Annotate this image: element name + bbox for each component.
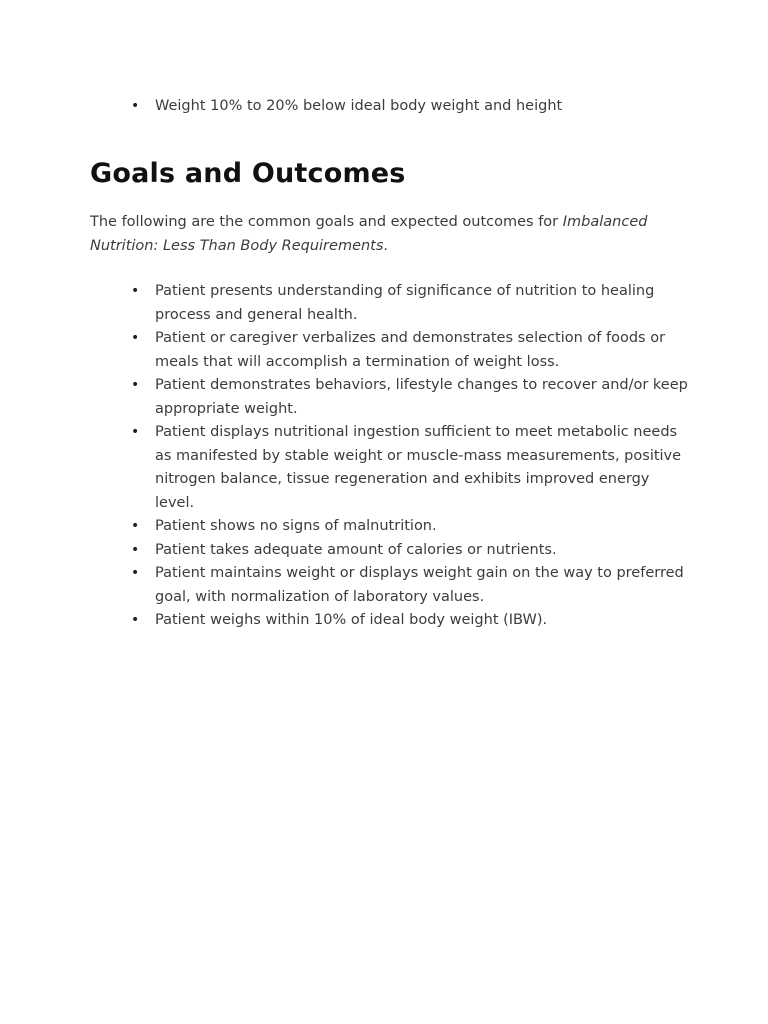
list-item <box>0 609 768 633</box>
list-item <box>0 280 768 327</box>
list-item-text: Patient demonstrates behaviors, lifestyle changes to recover and/or keep appropriate weight. <box>155 377 688 417</box>
goals-list <box>0 280 768 633</box>
list-item <box>0 95 768 119</box>
bullet-icon: • <box>131 565 140 581</box>
top-bullet-list <box>0 95 768 119</box>
intro-end: . <box>383 237 389 254</box>
list-item <box>0 562 768 609</box>
intro-text: The following are the common goals and expected outcomes for <box>90 214 563 230</box>
list-item <box>0 515 768 539</box>
bullet-icon: • <box>131 612 140 628</box>
list-item-text: Patient displays nutritional ingestion sufficient to meet metabolic needs as manifested by stable weight or muscle-mass measurements, positive nitrogen balance, tissue regeneration and exhibits improved energy level. <box>155 424 682 511</box>
list-item-text: Patient takes adequate amount of calories or nutrients. <box>155 541 557 558</box>
list-item-text: Patient or caregiver verbalizes and demonstrates selection of foods or meals that will accomplish a termination of weight loss. <box>155 330 666 370</box>
list-item-text: Patient weighs within 10% of ideal body weight (IBW). <box>155 612 548 628</box>
bullet-icon: • <box>131 330 140 346</box>
bullet-icon: • <box>131 98 140 114</box>
list-item <box>0 421 768 515</box>
bullet-icon: • <box>131 377 140 393</box>
list-item-text: Weight 10% to 20% below ideal body weight and height <box>155 98 563 114</box>
list-item-text: Patient shows no signs of malnutrition. <box>155 518 437 534</box>
bullet-icon: • <box>131 541 140 558</box>
list-item-text: Patient maintains weight or displays weight gain on the way to preferred goal, with normalization of laboratory values. <box>155 565 684 605</box>
list-item <box>0 539 768 563</box>
bullet-icon: • <box>131 518 140 534</box>
bullet-icon: • <box>131 424 140 440</box>
section-title: Goals and Outcomes <box>90 158 406 189</box>
list-item-text: Patient presents understanding of significance of nutrition to healing process and general health. <box>155 283 655 323</box>
list-item <box>0 327 768 374</box>
intro-emphasis: Imbalanced Nutrition: Less Than Body Requirements <box>90 214 648 254</box>
bullet-icon: • <box>131 283 140 299</box>
list-item <box>0 374 768 421</box>
intro-paragraph <box>90 211 690 258</box>
